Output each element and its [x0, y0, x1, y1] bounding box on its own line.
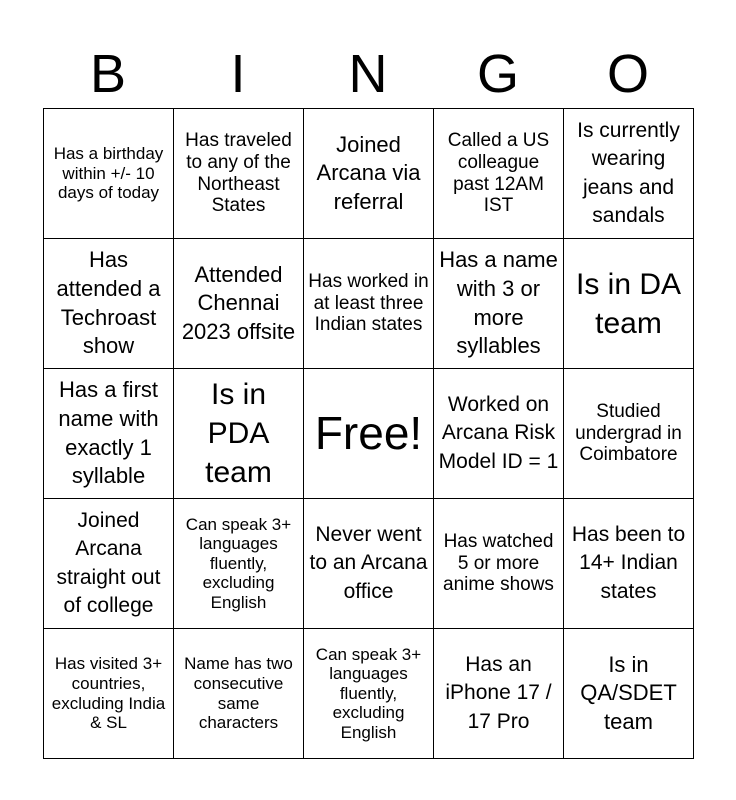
board-row — [44, 629, 694, 759]
bingo-cell[interactable]: Has watched 5 or more anime shows — [434, 499, 564, 629]
bingo-cell[interactable]: Joined Arcana via referral — [304, 109, 434, 239]
board-row — [44, 499, 694, 629]
free-space-cell[interactable]: Free! — [304, 369, 434, 499]
board-row — [44, 109, 694, 239]
bingo-cell[interactable]: Never went to an Arcana office — [304, 499, 434, 629]
board-row — [44, 369, 694, 499]
bingo-cell[interactable]: Attended Chennai 2023 offsite — [174, 239, 304, 369]
bingo-cell[interactable]: Has traveled to any of the Northeast States — [174, 109, 304, 239]
bingo-cell[interactable]: Name has two consecutive same characters — [174, 629, 304, 759]
bingo-cell[interactable]: Studied undergrad in Coimbatore — [564, 369, 694, 499]
bingo-board — [43, 108, 694, 759]
bingo-cell[interactable]: Is in PDA team — [174, 369, 304, 499]
bingo-cell[interactable]: Can speak 3+ languages fluently, excluding English — [174, 499, 304, 629]
bingo-cell[interactable]: Has visited 3+ countries, excluding India & SL — [44, 629, 174, 759]
bingo-cell[interactable]: Is in DA team — [564, 239, 694, 369]
header-letter-b: B — [89, 44, 127, 104]
bingo-cell[interactable]: Is in QA/SDET team — [564, 629, 694, 759]
header-letter-o: O — [606, 44, 649, 104]
bingo-cell[interactable]: Has attended a Techroast show — [44, 239, 174, 369]
header-letter-i: I — [230, 44, 246, 104]
bingo-cell[interactable]: Can speak 3+ languages fluently, excluding English — [304, 629, 434, 759]
board-row — [44, 239, 694, 369]
bingo-cell[interactable]: Has an iPhone 17 / 17 Pro — [434, 629, 564, 759]
bingo-cell[interactable]: Has a first name with exactly 1 syllable — [44, 369, 174, 499]
header-letter-g: G — [476, 44, 519, 104]
bingo-cell[interactable]: Has a birthday within +/- 10 days of today — [44, 109, 174, 239]
bingo-header — [43, 40, 693, 108]
bingo-cell[interactable]: Worked on Arcana Risk Model ID = 1 — [434, 369, 564, 499]
bingo-cell[interactable]: Joined Arcana straight out of college — [44, 499, 174, 629]
header-letter-n: N — [348, 44, 388, 104]
bingo-cell[interactable]: Has been to 14+ Indian states — [564, 499, 694, 629]
bingo-cell[interactable]: Has worked in at least three Indian states — [304, 239, 434, 369]
bingo-cell[interactable]: Has a name with 3 or more syllables — [434, 239, 564, 369]
bingo-cell[interactable]: Called a US colleague past 12AM IST — [434, 109, 564, 239]
bingo-cell[interactable]: Is currently wearing jeans and sandals — [564, 109, 694, 239]
